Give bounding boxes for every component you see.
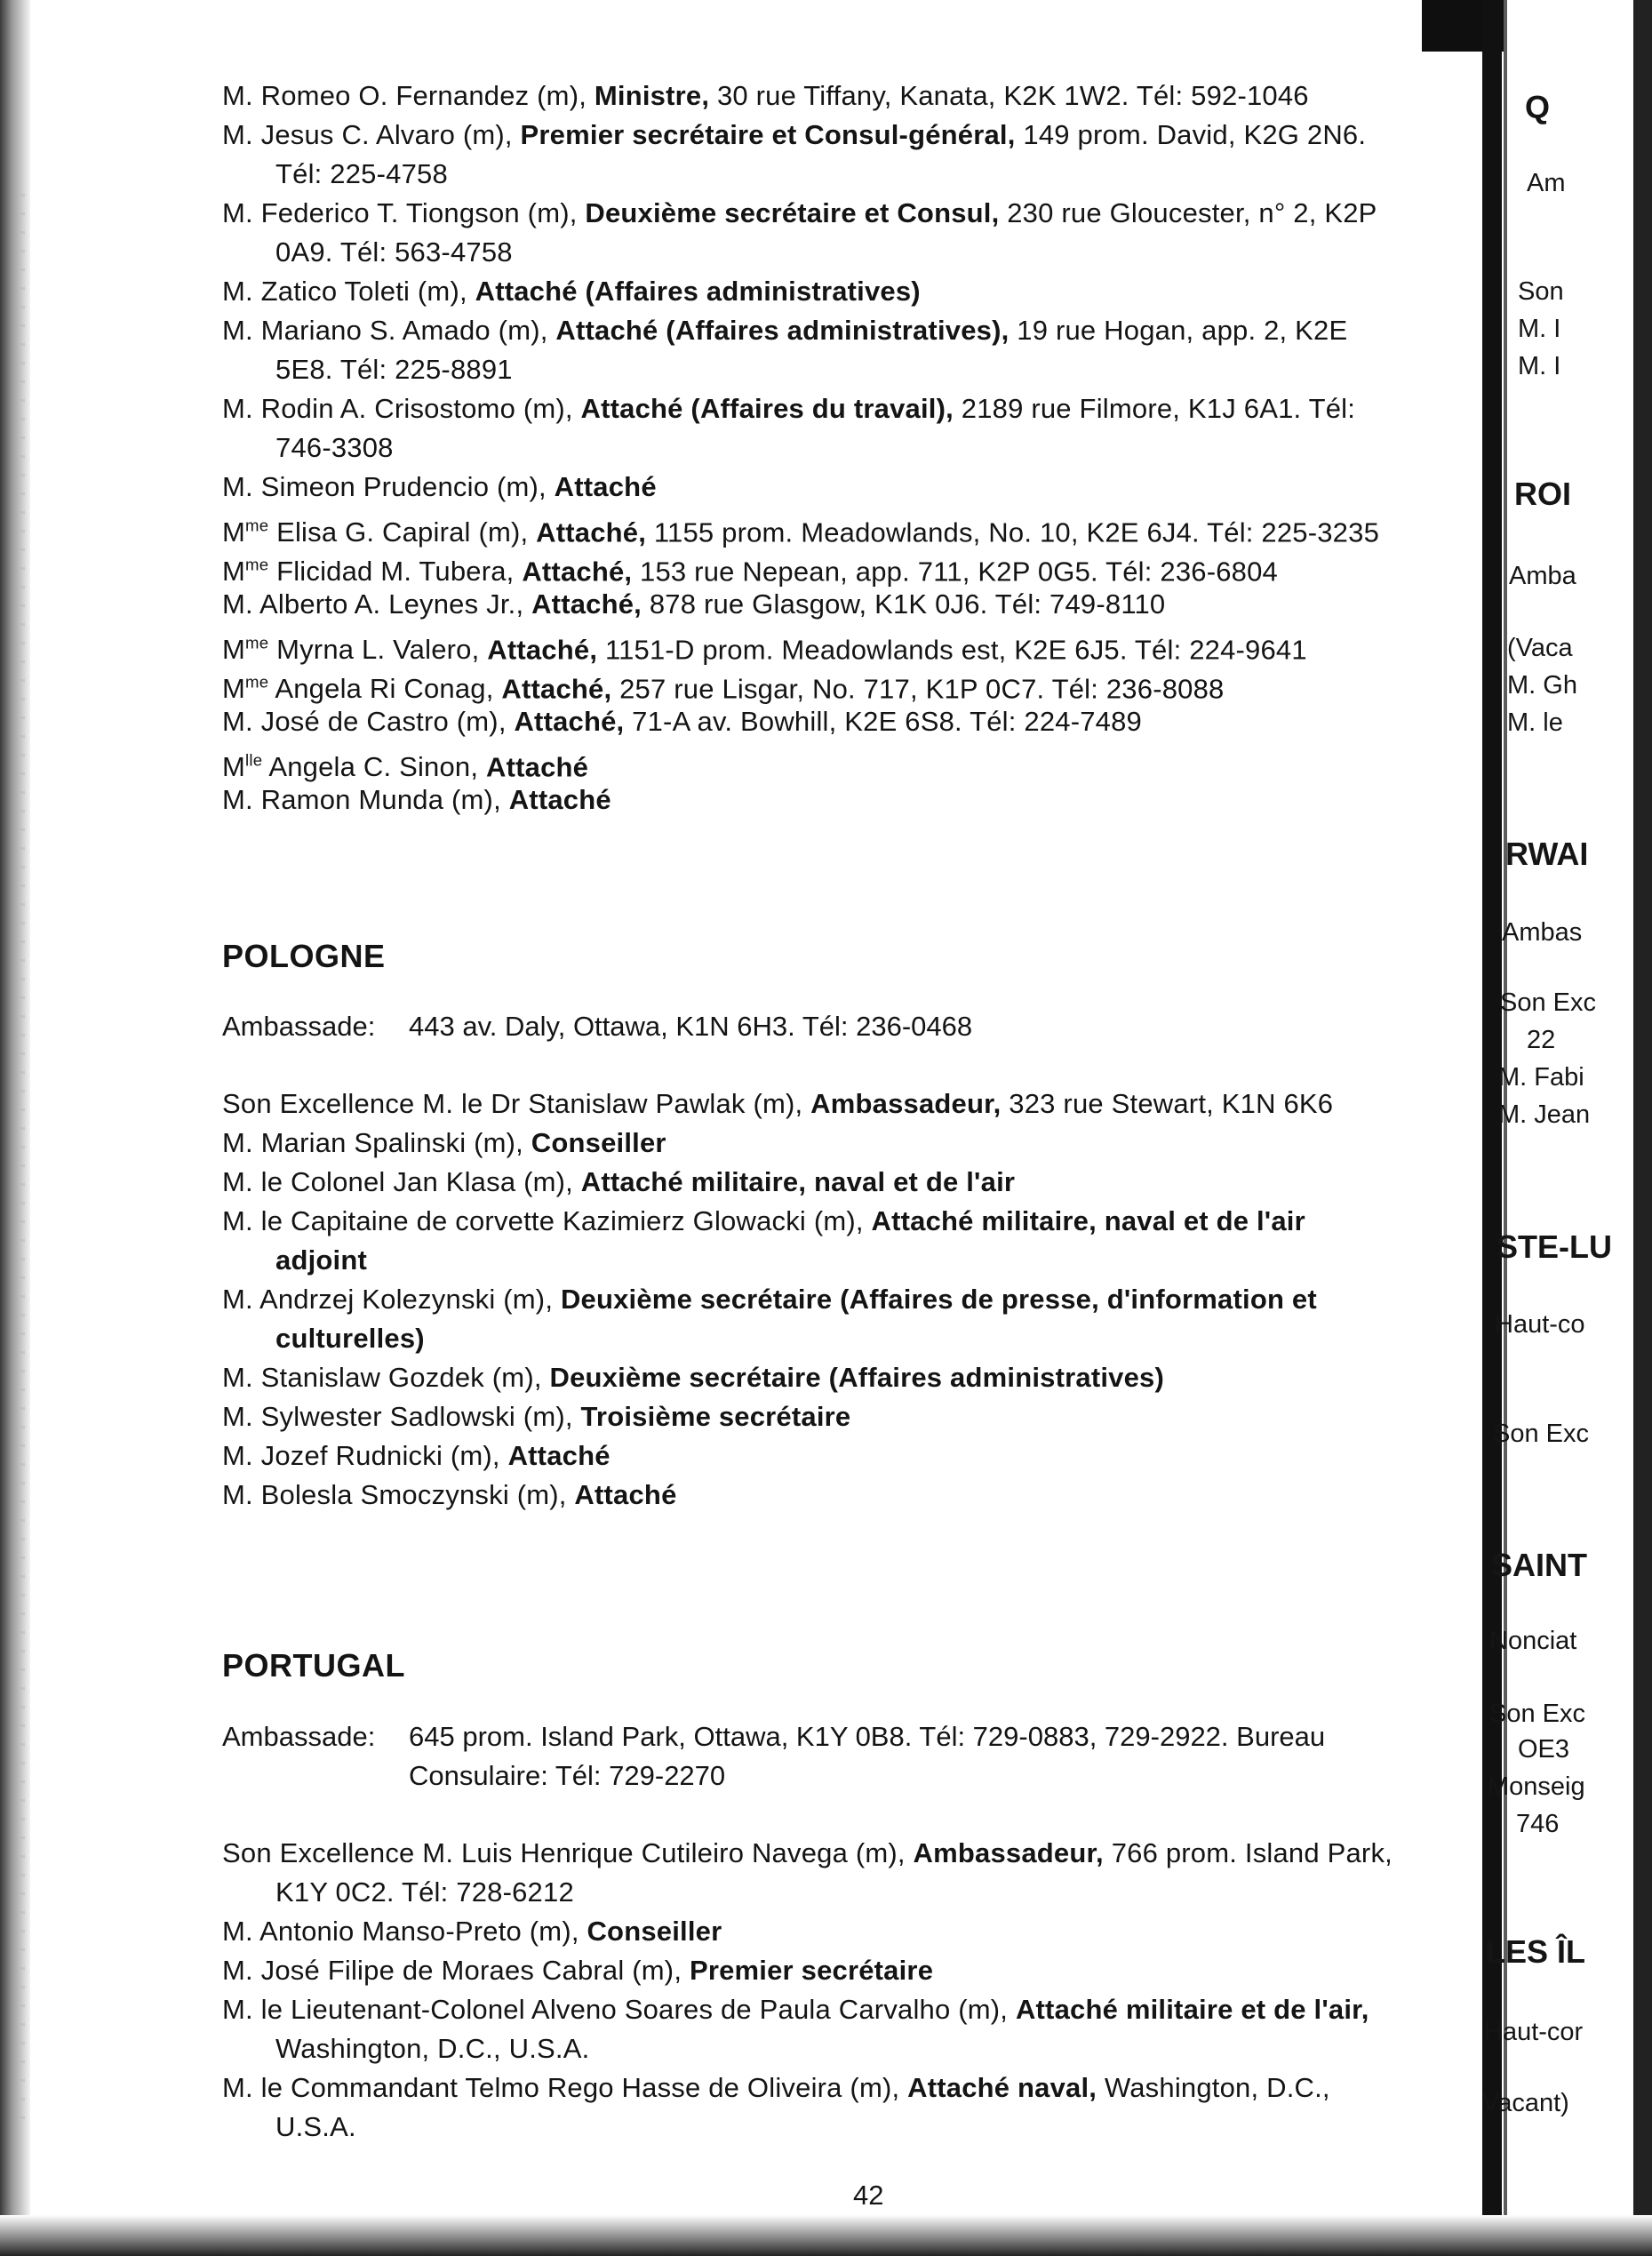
list-item: M. Bolesla Smoczynski (m), Attaché	[222, 1479, 677, 1510]
list-item: M. le Commandant Telmo Rego Hasse de Oliveira (m), Attaché naval, Washington, D.C., U.S.A.	[222, 2072, 1330, 2142]
list-item: M. Federico T. Tiongson (m), Deuxième secrétaire et Consul, 230 rue Gloucester, n° 2, K2P 0A9. Tél: 563-4758	[222, 197, 1377, 268]
facing-heading: ROI	[1514, 476, 1572, 512]
facing-text: 746	[1516, 1810, 1560, 1838]
honorific-superscript: lle	[245, 751, 263, 770]
facing-text: Monseig	[1488, 1772, 1585, 1801]
honorific-superscript: me	[245, 634, 269, 652]
list-item: M. Alberto A. Leynes Jr., Attaché, 878 rue Glasgow, K1K 0J6. Tél: 749-8110	[222, 588, 1166, 620]
section-heading-portugal: PORTUGAL	[222, 1647, 405, 1684]
list-item: M. Antonio Manso-Preto (m), Conseiller	[222, 1916, 722, 1947]
facing-text: (Vaca	[1507, 634, 1573, 662]
list-item: Son Excellence M. Luis Henrique Cutileiro Navega (m), Ambassadeur, 766 prom. Island Park, K1Y 0C2. Tél: 728-6212	[222, 1837, 1393, 1908]
facing-text: Son Exc	[1489, 1700, 1585, 1728]
facing-heading: Q	[1525, 89, 1551, 125]
facing-text: M. Jean	[1498, 1100, 1591, 1129]
honorific-superscript: me	[245, 673, 269, 692]
ambassade-line: Ambassade: 443 av. Daly, Ottawa, K1N 6H3. Tél: 236-0468	[222, 1011, 973, 1042]
facing-heading: RWAI	[1505, 836, 1589, 872]
list-item: M. le Lieutenant-Colonel Alveno Soares de Paula Carvalho (m), Attaché militaire et de l'air, Washington, D.C., U.S.A.	[222, 1994, 1369, 2064]
facing-text: 22	[1527, 1026, 1556, 1054]
facing-heading: STE-LU	[1496, 1228, 1612, 1265]
ambassade-line: Ambassade: 645 prom. Island Park, Ottawa, K1Y 0B8. Tél: 729-0883, 729-2922. Bureau Consulaire: Tél: 729-2270	[222, 1721, 1326, 1791]
page-number: 42	[853, 2180, 884, 2211]
list-item: M. Romeo O. Fernandez (m), Ministre, 30 rue Tiffany, Kanata, K2K 1W2. Tél: 592-1046	[222, 80, 1309, 111]
list-item: M. José de Castro (m), Attaché, 71-A av. Bowhill, K2E 6S8. Tél: 224-7489	[222, 706, 1142, 737]
section-heading-pologne: POLOGNE	[222, 938, 386, 974]
facing-text: OE3	[1518, 1735, 1570, 1764]
facing-text: Amba	[1509, 562, 1576, 590]
list-item: M. le Capitaine de corvette Kazimierz Glowacki (m), Attaché militaire, naval et de l'air adjoint	[222, 1205, 1305, 1276]
list-item: M. Simeon Prudencio (m), Attaché	[222, 471, 657, 502]
list-item: M. Stanislaw Gozdek (m), Deuxième secrétaire (Affaires administratives)	[222, 1362, 1165, 1393]
list-item: $M^{me}$ Angela Ri Conag, Attaché, 257 rue Lisgar, No. 717, K1P 0C7. Tél: 236-8088	[222, 673, 1225, 705]
honorific-superscript: me	[245, 516, 269, 535]
list-item: M. Mariano S. Amado (m), Attaché (Affaires administratives), 19 rue Hogan, app. 2, K2E 5E8. Tél: 225-8891	[222, 315, 1348, 385]
list-item: M. Ramon Munda (m), Attaché	[222, 784, 611, 815]
scan-left-speckle	[20, 178, 25, 2133]
facing-text: M. le	[1507, 708, 1563, 737]
list-item: M. Zatico Toleti (m), Attaché (Affaires administratives)	[222, 276, 921, 307]
facing-text: Nonciat	[1489, 1627, 1577, 1655]
facing-heading: SAINT	[1491, 1547, 1587, 1583]
honorific-superscript: me	[245, 556, 269, 574]
list-item: M. le Colonel Jan Klasa (m), Attaché militaire, naval et de l'air	[222, 1166, 1016, 1197]
list-item: $M^{me}$ Flicidad M. Tubera, Attaché, 153 rue Nepean, app. 711, K2P 0G5. Tél: 236-6804	[222, 556, 1278, 588]
facing-text: Haut-cor	[1484, 2018, 1584, 2046]
facing-text: Vacant)	[1482, 2089, 1569, 2117]
scan-left-shadow	[0, 0, 30, 2256]
facing-text: M. I	[1518, 315, 1561, 343]
facing-text: Son	[1518, 277, 1564, 306]
list-item: $M^{me}$ Elisa G. Capiral (m), Attaché, 1155 prom. Meadowlands, No. 10, K2E 6J4. Tél: 225-3235	[222, 516, 1380, 548]
list-item: M. Rodin A. Crisostomo (m), Attaché (Affaires du travail), 2189 rue Filmore, K1J 6A1. Tél: 746-3308	[222, 393, 1356, 463]
list-item: $M^{me}$ Myrna L. Valero, Attaché, 1151-D prom. Meadowlands est, K2E 6J5. Tél: 224-9641	[222, 634, 1307, 666]
list-item: Son Excellence M. le Dr Stanislaw Pawlak (m), Ambassadeur, 323 rue Stewart, K1N 6K6	[222, 1088, 1334, 1119]
list-item: M. Jesus C. Alvaro (m), Premier secrétaire et Consul-général, 149 prom. David, K2G 2N6. Tél: 225-4758	[222, 119, 1367, 189]
facing-text: M. I	[1518, 352, 1561, 380]
scan-bottom-shadow	[0, 2215, 1652, 2256]
scan-right-shadow	[1633, 0, 1652, 2256]
facing-text: M. Fabi	[1498, 1063, 1584, 1092]
list-item: M. Sylwester Sadlowski (m), Troisième secrétaire	[222, 1401, 851, 1432]
facing-text: M. Gh	[1507, 671, 1577, 700]
list-item: $M^{lle}$ Angela C. Sinon, Attaché	[222, 751, 589, 783]
facing-text: Am	[1527, 169, 1566, 197]
facing-text: Son Exc	[1493, 1420, 1589, 1448]
list-item: M. José Filipe de Moraes Cabral (m), Premier secrétaire	[222, 1955, 934, 1986]
list-item: M. Marian Spalinski (m), Conseiller	[222, 1127, 666, 1158]
facing-text: Ambas	[1502, 918, 1583, 947]
list-item: M. Andrzej Kolezynski (m), Deuxième secrétaire (Affaires de presse, d'information et culturelles)	[222, 1284, 1317, 1354]
list-item: M. Jozef Rudnicki (m), Attaché	[222, 1440, 611, 1471]
facing-heading: LES ÎL	[1486, 1933, 1586, 1970]
facing-text: Son Exc	[1500, 988, 1596, 1017]
facing-page-fragment	[1482, 0, 1652, 2256]
facing-text: Haut-co	[1495, 1310, 1585, 1339]
